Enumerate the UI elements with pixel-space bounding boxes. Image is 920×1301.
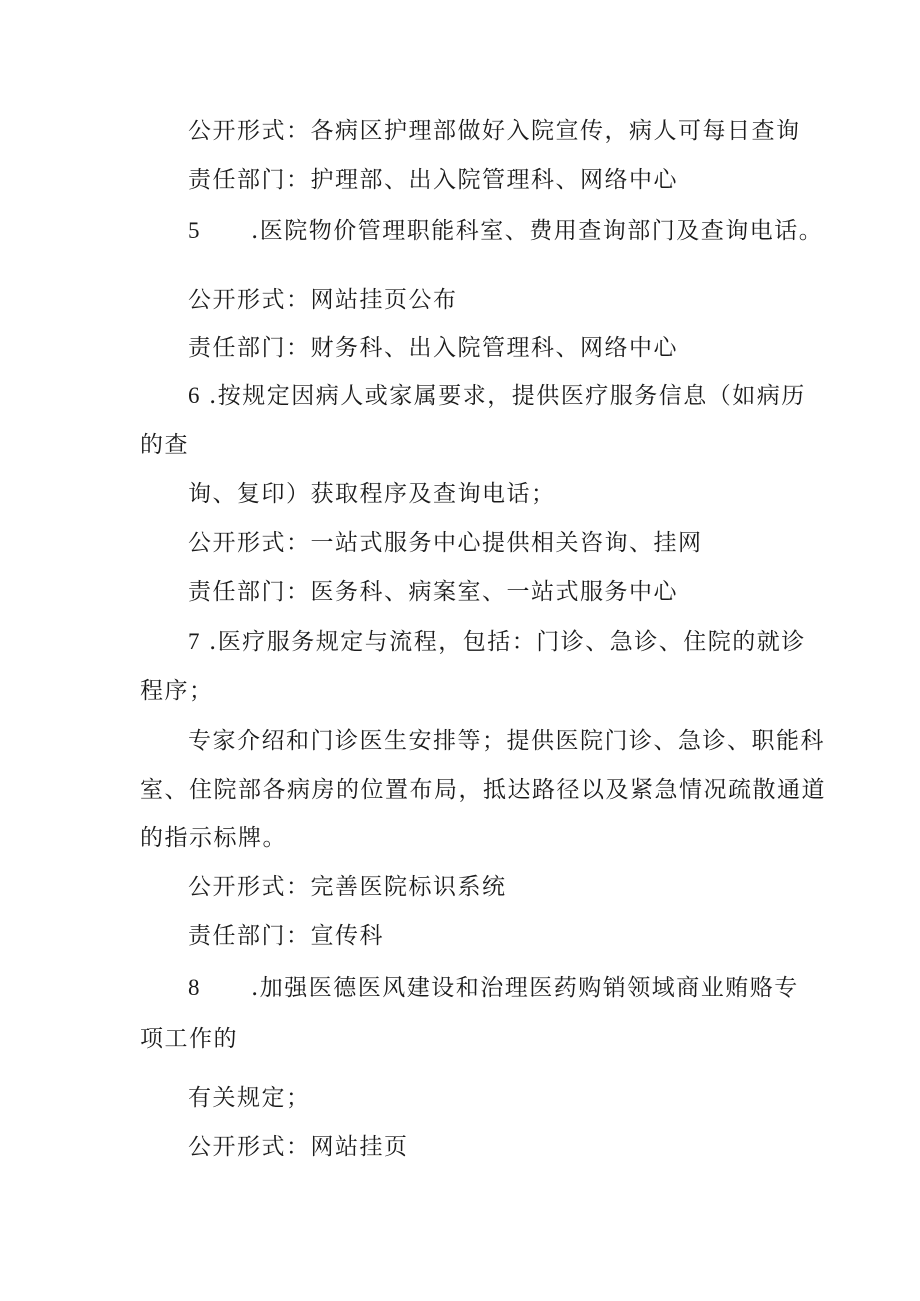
disclosure-form-line: 公开形式：网站挂页公布: [188, 287, 458, 313]
disclosure-form-line: 公开形式：各病区护理部做好入院宣传，病人可每日查询: [188, 118, 801, 144]
item-number: 7: [188, 629, 201, 654]
disclosure-form-line: 公开形式：网站挂页: [188, 1134, 409, 1160]
item-7-heading: [188, 627, 806, 657]
item-text: .加强医德医风建设和治理医药购销领域商业贿赂专: [251, 975, 799, 1001]
item-6-heading: [188, 381, 806, 411]
disclosure-form-line: 公开形式：一站式服务中心提供相关咨询、挂网: [188, 530, 703, 556]
paragraph-continuation: 的查: [140, 432, 189, 458]
responsible-dept-line: 责任部门：财务科、出入院管理科、网络中心: [188, 335, 678, 361]
paragraph-line: 室、住院部各病房的位置布局，抵达路径以及紧急情况疏散通道: [140, 777, 826, 803]
paragraph-continuation: 程序；: [140, 678, 214, 704]
item-text: .按规定因病人或家属要求，提供医疗服务信息（如病历: [209, 383, 806, 409]
item-number: 8: [188, 975, 201, 1000]
paragraph-continuation: 有关规定；: [188, 1085, 311, 1111]
item-text: .医院物价管理职能科室、费用查询部门及查询电话。: [251, 218, 824, 244]
responsible-dept-line: 责任部门：医务科、病案室、一站式服务中心: [188, 579, 678, 605]
paragraph-line: 专家介绍和门诊医生安排等；提供医院门诊、急诊、职能科: [188, 728, 825, 754]
paragraph-line: 的指示标牌。: [140, 825, 287, 851]
paragraph-continuation: 询、复印）获取程序及查询电话；: [188, 481, 556, 507]
paragraph-continuation: 项工作的: [140, 1026, 238, 1052]
item-5-heading: [188, 216, 823, 246]
disclosure-form-line: 公开形式：完善医院标识系统: [188, 874, 507, 900]
item-text: .医疗服务规定与流程，包括：门诊、急诊、住院的就诊: [209, 629, 806, 655]
responsible-dept-line: 责任部门：宣传科: [188, 923, 384, 949]
item-number: 5: [188, 218, 201, 243]
item-8-heading: [188, 973, 799, 1003]
item-number: 6: [188, 383, 201, 408]
responsible-dept-line: 责任部门：护理部、出入院管理科、网络中心: [188, 167, 678, 193]
